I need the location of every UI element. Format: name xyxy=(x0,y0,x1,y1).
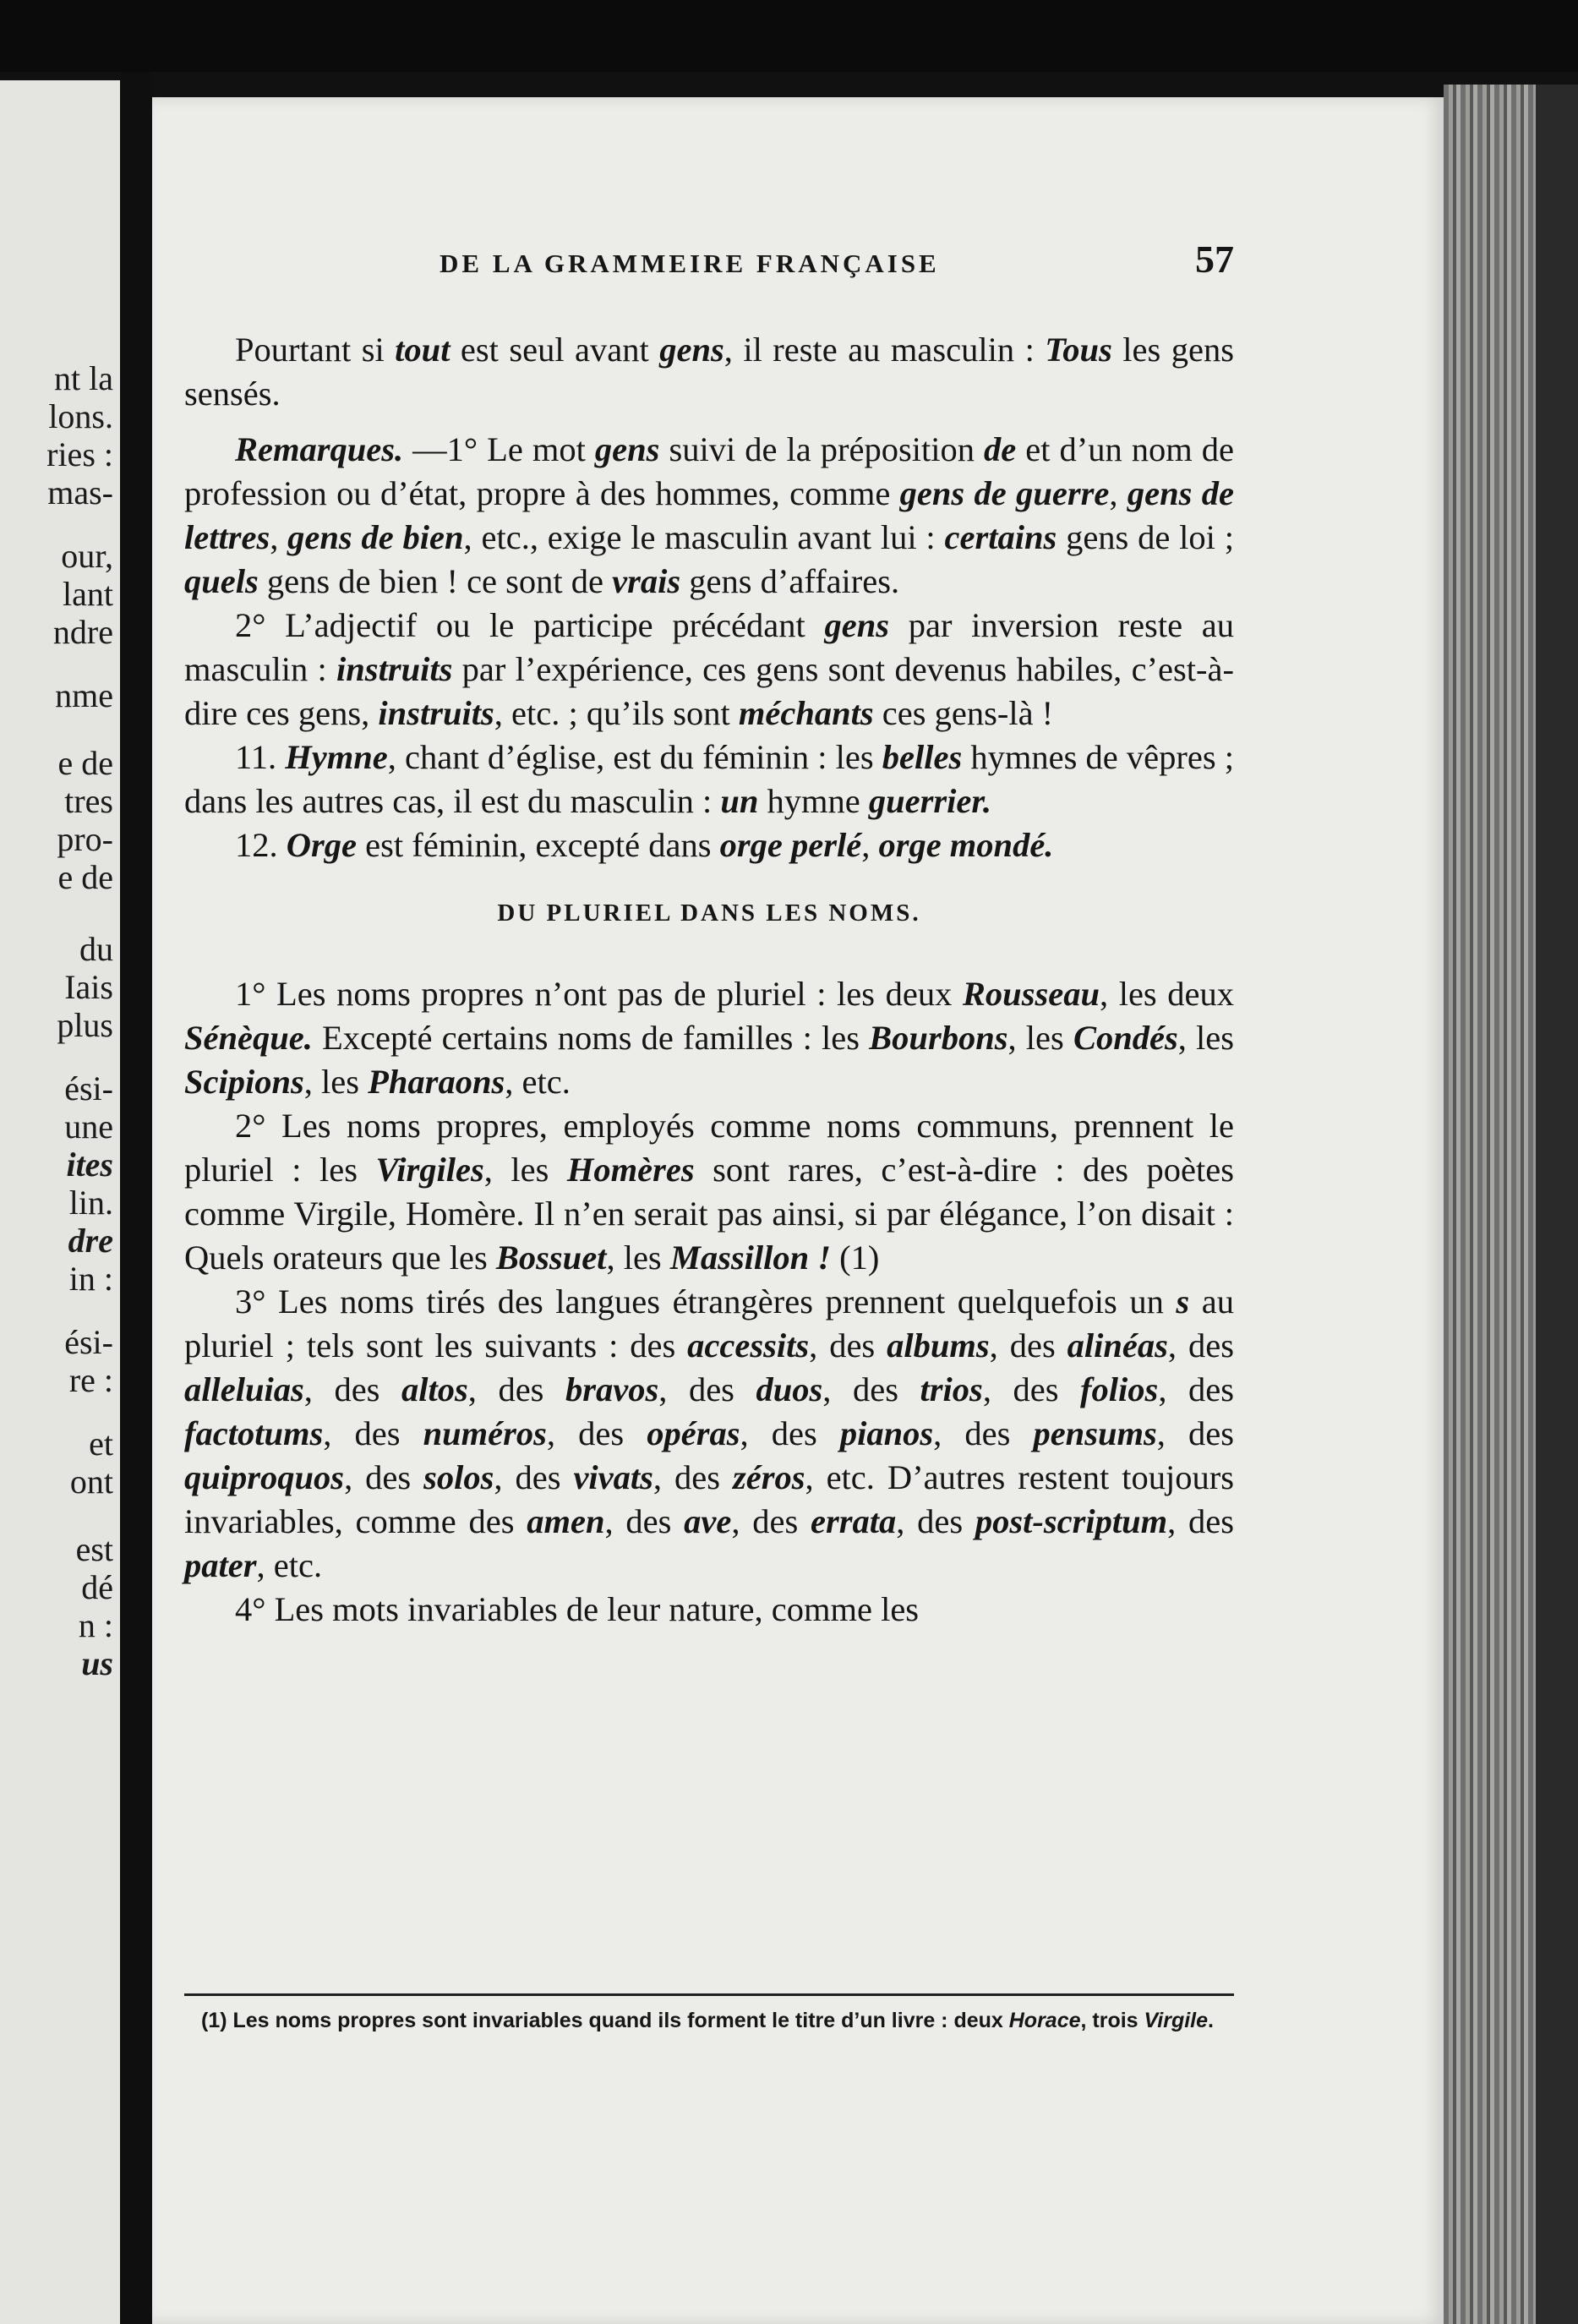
text-run: 2° L’adjectif ou le participe précédant xyxy=(235,606,825,644)
italic-term: Massillon ! xyxy=(669,1239,832,1277)
italic-term: Pharaons xyxy=(368,1063,505,1101)
facing-page-line: lant xyxy=(63,575,113,613)
italic-term: amen xyxy=(527,1502,605,1540)
facing-page-line: e de xyxy=(57,858,113,896)
italic-term: un xyxy=(720,782,759,820)
text-run: , etc. xyxy=(505,1063,571,1101)
text-run: les gens sensés. xyxy=(184,331,1234,413)
text-run: 12. xyxy=(235,826,287,864)
facing-page-line: in : xyxy=(68,1260,113,1298)
facing-page-line: ndre xyxy=(52,613,113,651)
facing-page-line: ont xyxy=(69,1463,113,1501)
italic-term: duos xyxy=(756,1370,823,1408)
facing-page-line: dre xyxy=(68,1222,113,1260)
text-run: sont rares, c’est-à-dire : des poètes comme Virgile, Homère. Il n’en serait pas ainsi, si par élégance, l’on disait : Quels orateurs que les xyxy=(184,1151,1234,1277)
italic-term: Bossuet xyxy=(495,1239,607,1277)
text-run: 2° Les noms propres, employés comme noms communs, prennent le pluriel : les xyxy=(184,1107,1234,1189)
italic-term: Virgile xyxy=(1144,2009,1209,2032)
text-run: , les xyxy=(1177,1019,1234,1057)
text-run: , des xyxy=(731,1502,811,1540)
italic-term: Virgiles xyxy=(375,1151,484,1189)
text-run: (1) Les noms propres sont invariables quand ils forment le titre d’un livre : deux xyxy=(201,2009,1009,2032)
text-run: ces gens-là ! xyxy=(873,694,1054,732)
italic-term: folios xyxy=(1080,1370,1159,1408)
text-run: , les deux xyxy=(1099,975,1234,1013)
italic-term: Remarques. xyxy=(235,430,404,468)
italic-term: solos xyxy=(423,1458,494,1496)
italic-term: opéras xyxy=(647,1414,740,1452)
paragraph xyxy=(184,1588,1234,1632)
text-run: par l’expérience, ces gens sont devenus habiles, c’est-à-dire ces gens, xyxy=(184,650,1234,732)
facing-page-line: une xyxy=(64,1107,113,1146)
italic-term: quels xyxy=(184,562,259,600)
italic-term: altos xyxy=(401,1370,468,1408)
facing-page-line: ési- xyxy=(64,1323,113,1361)
paragraph xyxy=(184,604,1234,735)
text-run: 4° Les mots invariables de leur nature, comme les xyxy=(235,1590,920,1628)
italic-term: orge mondé. xyxy=(878,826,1054,864)
facing-page-line: ési- xyxy=(64,1069,113,1107)
italic-term: Orge xyxy=(286,826,357,864)
paragraph xyxy=(184,972,1234,1104)
text-run: , des xyxy=(1167,1502,1234,1540)
italic-term: s xyxy=(1176,1282,1190,1321)
facing-page-line: pro- xyxy=(57,820,113,858)
italic-term: quiproquos xyxy=(184,1458,345,1496)
facing-page-line: nt la xyxy=(54,359,113,397)
text-run: gens de bien ! ce sont de xyxy=(258,562,613,600)
italic-term: vivats xyxy=(573,1458,653,1496)
italic-term: gens xyxy=(824,606,889,644)
text-run: , xyxy=(270,518,288,556)
page-edges xyxy=(1444,85,1578,2324)
text-run: . xyxy=(1208,2009,1214,2032)
text-run: et d’un nom de profession ou d’état, propre à des hommes, comme xyxy=(184,430,1234,512)
text-run: , trois xyxy=(1080,2009,1144,2032)
text-run: , des xyxy=(467,1370,566,1408)
text-run: , des xyxy=(604,1502,685,1540)
italic-term: instruits xyxy=(378,694,494,732)
running-title: DE LA GRAMMEIRE FRANÇAISE xyxy=(440,249,940,278)
italic-term: Horace xyxy=(1008,2009,1081,2032)
text-run: , etc. xyxy=(256,1546,323,1584)
facing-page-line: e de xyxy=(57,744,113,782)
text-run: , des xyxy=(989,1326,1067,1364)
text-run: suivi de la préposition xyxy=(659,430,984,468)
dark-background-top xyxy=(0,0,1578,72)
text-run: , des xyxy=(652,1458,733,1496)
facing-page-line: est xyxy=(75,1530,113,1568)
text-run: , les xyxy=(483,1151,567,1189)
italic-term: numéros xyxy=(423,1414,547,1452)
text-run: , etc. ; qu’ils sont xyxy=(494,694,739,732)
body-text xyxy=(184,328,1234,1632)
facing-page-line: nme xyxy=(55,676,113,714)
italic-term: certains xyxy=(944,518,1057,556)
facing-page-line: du xyxy=(79,930,113,968)
italic-term: gens de guerre xyxy=(899,474,1110,512)
facing-page-line: ites xyxy=(66,1146,113,1184)
italic-term: Rousseau xyxy=(962,975,1100,1013)
text-run: , des xyxy=(658,1370,756,1408)
paragraph xyxy=(184,1280,1234,1588)
text-run: , des xyxy=(1167,1326,1234,1364)
text-run: hymne xyxy=(758,782,869,820)
facing-page-line: re : xyxy=(68,1361,113,1399)
text-run: , des xyxy=(1156,1414,1234,1452)
text-run: , des xyxy=(344,1458,424,1496)
running-head xyxy=(287,237,1234,282)
text-run: (1) xyxy=(831,1239,880,1277)
text-run: est féminin, excepté dans xyxy=(357,826,720,864)
facing-page-line: tres xyxy=(64,782,113,820)
text-run: , des xyxy=(546,1414,647,1452)
facing-page-line: mas- xyxy=(47,473,113,511)
italic-term: tout xyxy=(395,331,450,369)
text-run: , des xyxy=(933,1414,1034,1452)
text-run: Pourtant si xyxy=(235,331,396,369)
book-gutter xyxy=(120,72,152,2324)
facing-page-line: us xyxy=(81,1644,113,1682)
italic-term: Hymne xyxy=(285,738,388,776)
facing-page-line: Iais xyxy=(64,968,113,1006)
italic-term: gens de lettres xyxy=(184,474,1234,556)
italic-term: Tous xyxy=(1045,331,1112,369)
text-run: gens d’affaires. xyxy=(680,562,900,600)
italic-term: post-scriptum xyxy=(975,1502,1168,1540)
text-run: , les xyxy=(303,1063,369,1101)
text-run: 3° Les noms tirés des langues étrangères prennent quelquefois un xyxy=(235,1282,1177,1321)
italic-term: ave xyxy=(684,1502,732,1540)
italic-term: pensums xyxy=(1033,1414,1157,1452)
text-run: , des xyxy=(809,1326,887,1364)
text-run: Excepté certains noms de familles : les xyxy=(312,1019,870,1057)
page-number: 57 xyxy=(1195,238,1234,281)
text-run: , les xyxy=(606,1239,670,1277)
italic-term: belles xyxy=(882,738,963,776)
italic-term: orge perlé xyxy=(719,826,862,864)
facing-page-line: plus xyxy=(57,1006,113,1044)
text-run: , xyxy=(861,826,879,864)
text-run: gens de loi ; xyxy=(1057,518,1234,556)
paragraph-rule-12 xyxy=(184,823,1234,867)
facing-page-fragment xyxy=(0,80,120,2324)
text-run: , des xyxy=(303,1370,402,1408)
footnote xyxy=(184,2008,1234,2033)
italic-term: de xyxy=(983,430,1017,468)
italic-term: gens xyxy=(659,331,724,369)
text-run: , les xyxy=(1007,1019,1073,1057)
italic-term: zéros xyxy=(732,1458,805,1496)
text-run: 11. xyxy=(235,738,286,776)
facing-page-line: lons. xyxy=(48,397,113,435)
text-run: , etc., exige le masculin avant lui : xyxy=(463,518,945,556)
text-run: , etc. D’autres restent toujours invariables, comme des xyxy=(184,1458,1234,1540)
facing-page-line: ries : xyxy=(46,435,113,473)
text-run: hymnes de vêpres ; dans les autres cas, il est du masculin : xyxy=(184,738,1235,820)
facing-page-line: et xyxy=(89,1424,113,1463)
italic-term: pater xyxy=(184,1546,257,1584)
text-run: , chant d’église, est du féminin : les xyxy=(387,738,882,776)
text-run: , des xyxy=(822,1370,920,1408)
facing-page-line: our, xyxy=(61,537,113,575)
section-heading: DU PLURIEL DANS LES NOMS. xyxy=(497,900,921,927)
text-run: par inversion reste au masculin : xyxy=(184,606,1234,688)
footnote-text xyxy=(184,2008,1234,2033)
text-run: 1° Les noms propres n’ont pas de pluriel : les deux xyxy=(235,975,963,1013)
italic-term: Bourbons xyxy=(869,1019,1008,1057)
italic-term: Homères xyxy=(566,1151,695,1189)
text-run: , des xyxy=(494,1458,574,1496)
text-run: , des xyxy=(740,1414,840,1452)
italic-term: accessits xyxy=(687,1326,810,1364)
italic-term: vrais xyxy=(612,562,681,600)
text-run: , des xyxy=(896,1502,975,1540)
italic-term: alleluias xyxy=(184,1370,304,1408)
facing-page-line: n : xyxy=(78,1606,113,1644)
text-run: , xyxy=(1109,474,1128,512)
italic-term: pianos xyxy=(839,1414,934,1452)
text-run: , des xyxy=(1158,1370,1234,1408)
paragraph-remarques xyxy=(184,428,1234,604)
facing-page-line: lin. xyxy=(68,1184,113,1222)
text-run: est seul avant xyxy=(450,331,660,369)
footnote-rule xyxy=(184,1993,1234,1996)
italic-term: instruits xyxy=(336,650,453,688)
text-run: au pluriel ; tels sont les suivants : des xyxy=(184,1282,1234,1364)
text-run: , il reste au masculin : xyxy=(723,331,1046,369)
italic-term: Scipions xyxy=(184,1063,304,1101)
italic-term: Condés xyxy=(1073,1019,1178,1057)
italic-term: gens xyxy=(594,430,660,468)
italic-term: albums xyxy=(887,1326,990,1364)
paragraph xyxy=(184,328,1234,416)
italic-term: guerrier. xyxy=(868,782,992,820)
italic-term: méchants xyxy=(738,694,874,732)
text-run: , des xyxy=(323,1414,423,1452)
italic-term: trios xyxy=(920,1370,983,1408)
paragraph xyxy=(184,1104,1234,1280)
paragraph-rule-11 xyxy=(184,735,1234,823)
italic-term: bravos xyxy=(565,1370,659,1408)
text-run: —1° Le mot xyxy=(403,430,595,468)
facing-page-line: dé xyxy=(81,1568,113,1606)
text-run: , des xyxy=(982,1370,1081,1408)
italic-term: gens de bien xyxy=(287,518,464,556)
italic-term: alinéas xyxy=(1067,1326,1168,1364)
italic-term: errata xyxy=(810,1502,897,1540)
italic-term: Sénèque. xyxy=(184,1019,313,1057)
italic-term: factotums xyxy=(184,1414,324,1452)
